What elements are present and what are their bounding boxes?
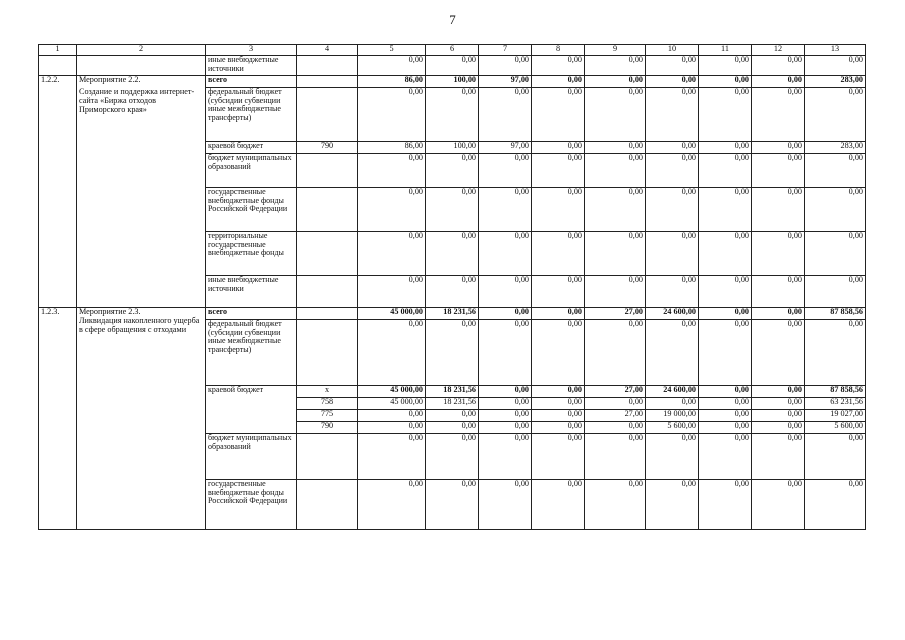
value-cell: 45 000,00 <box>358 398 426 410</box>
value-cell: 0,00 <box>805 88 866 142</box>
value-cell: 0,00 <box>699 154 752 188</box>
value-cell: 0,00 <box>532 410 585 422</box>
source-cell: всего <box>206 308 297 320</box>
value-cell: 0,00 <box>358 154 426 188</box>
value-cell: 0,00 <box>585 320 646 386</box>
page-number: 7 <box>449 12 456 27</box>
value-cell: 0,00 <box>805 56 866 76</box>
value-cell: 0,00 <box>805 232 866 276</box>
value-cell: 0,00 <box>646 232 699 276</box>
value-cell: 0,00 <box>426 232 479 276</box>
value-cell: 0,00 <box>646 76 699 88</box>
value-cell: 0,00 <box>479 308 532 320</box>
event-cell <box>77 308 206 530</box>
col-header: 9 <box>585 45 646 56</box>
value-cell: 0,00 <box>358 276 426 308</box>
value-cell: 27,00 <box>585 308 646 320</box>
value-cell: 0,00 <box>699 188 752 232</box>
value-cell: 0,00 <box>699 434 752 480</box>
value-cell: 0,00 <box>532 154 585 188</box>
value-cell: 0,00 <box>646 320 699 386</box>
value-cell: 0,00 <box>479 386 532 398</box>
value-cell: 0,00 <box>532 308 585 320</box>
value-cell: 0,00 <box>646 188 699 232</box>
value-cell: 0,00 <box>358 434 426 480</box>
value-cell: 0,00 <box>646 88 699 142</box>
source-cell: федеральный бюджет (субсидии субвенции иные межбюджетные трансферты) <box>206 320 297 386</box>
value-cell: 0,00 <box>699 276 752 308</box>
value-cell: 24 600,00 <box>646 386 699 398</box>
value-cell: 0,00 <box>805 434 866 480</box>
col-header: 3 <box>206 45 297 56</box>
table-row <box>39 308 866 320</box>
col-header: 1 <box>39 45 77 56</box>
value-cell: 0,00 <box>532 276 585 308</box>
value-cell: 45 000,00 <box>358 386 426 398</box>
value-cell: 86,00 <box>358 76 426 88</box>
event-title: Мероприятие 2.2. <box>79 75 141 84</box>
value-cell: 0,00 <box>805 480 866 530</box>
value-cell: 0,00 <box>585 56 646 76</box>
code-cell: 790 <box>297 422 358 434</box>
value-cell: 0,00 <box>752 276 805 308</box>
value-cell: 0,00 <box>752 398 805 410</box>
source-cell: иные внебюджетные источники <box>206 276 297 308</box>
value-cell: 87 858,56 <box>805 386 866 398</box>
event-index: 1.2.2. <box>39 76 77 308</box>
value-cell: 0,00 <box>358 56 426 76</box>
value-cell: 0,00 <box>426 154 479 188</box>
value-cell: 0,00 <box>479 398 532 410</box>
source-cell: краевой бюджет <box>206 142 297 154</box>
source-cell: государственные внебюджетные фонды Российской Федерации <box>206 188 297 232</box>
value-cell: 0,00 <box>426 276 479 308</box>
value-cell: 0,00 <box>752 76 805 88</box>
value-cell: 0,00 <box>752 308 805 320</box>
value-cell: 0,00 <box>752 480 805 530</box>
col-header: 5 <box>358 45 426 56</box>
value-cell: 0,00 <box>532 434 585 480</box>
value-cell: 283,00 <box>805 142 866 154</box>
value-cell: 0,00 <box>479 88 532 142</box>
value-cell: 0,00 <box>479 480 532 530</box>
value-cell: 0,00 <box>585 154 646 188</box>
value-cell: 0,00 <box>532 88 585 142</box>
value-cell: 97,00 <box>479 76 532 88</box>
value-cell: 18 231,56 <box>426 386 479 398</box>
value-cell: 0,00 <box>699 56 752 76</box>
value-cell: 0,00 <box>532 480 585 530</box>
value-cell: 0,00 <box>479 410 532 422</box>
value-cell: 0,00 <box>585 142 646 154</box>
value-cell: 0,00 <box>585 276 646 308</box>
header-row <box>39 45 866 56</box>
value-cell: 0,00 <box>532 398 585 410</box>
value-cell: 0,00 <box>479 276 532 308</box>
value-cell: 0,00 <box>646 56 699 76</box>
col-header: 2 <box>77 45 206 56</box>
value-cell: 0,00 <box>585 434 646 480</box>
value-cell: 45 000,00 <box>358 308 426 320</box>
value-cell: 0,00 <box>426 480 479 530</box>
value-cell: 0,00 <box>805 320 866 386</box>
value-cell: 0,00 <box>699 410 752 422</box>
value-cell: 0,00 <box>752 320 805 386</box>
source-cell: иные внебюджетные источники <box>206 56 297 76</box>
code-cell: 775 <box>297 410 358 422</box>
value-cell: 97,00 <box>479 142 532 154</box>
value-cell: 0,00 <box>752 386 805 398</box>
value-cell: 0,00 <box>699 232 752 276</box>
col-header: 4 <box>297 45 358 56</box>
value-cell: 0,00 <box>426 320 479 386</box>
value-cell: 19 000,00 <box>646 410 699 422</box>
col-header: 12 <box>752 45 805 56</box>
value-cell: 0,00 <box>426 56 479 76</box>
event-title: Мероприятие 2.3. <box>79 307 141 316</box>
value-cell: 0,00 <box>646 142 699 154</box>
value-cell: 0,00 <box>646 154 699 188</box>
value-cell: 0,00 <box>752 434 805 480</box>
value-cell: 0,00 <box>532 188 585 232</box>
value-cell: 0,00 <box>358 232 426 276</box>
budget-table <box>38 44 866 530</box>
event-description: Ликвидация накопленного ущерба в сфере обращения с отходами <box>79 315 200 334</box>
value-cell: 0,00 <box>585 232 646 276</box>
value-cell: 0,00 <box>805 276 866 308</box>
value-cell: 0,00 <box>358 188 426 232</box>
value-cell: 0,00 <box>646 480 699 530</box>
source-cell: федеральный бюджет (субсидии субвенции иные межбюджетные трансферты) <box>206 88 297 142</box>
value-cell: 100,00 <box>426 76 479 88</box>
value-cell: 0,00 <box>752 142 805 154</box>
value-cell: 0,00 <box>532 422 585 434</box>
value-cell: 19 027,00 <box>805 410 866 422</box>
value-cell: 0,00 <box>585 480 646 530</box>
value-cell: 5 600,00 <box>646 422 699 434</box>
event-description: Создание и поддержка интернет-сайта «Биржа отходов Приморского края» <box>79 86 195 114</box>
table-row <box>39 56 866 76</box>
value-cell: 283,00 <box>805 76 866 88</box>
value-cell: 27,00 <box>585 386 646 398</box>
value-cell: 0,00 <box>479 154 532 188</box>
value-cell: 0,00 <box>532 232 585 276</box>
source-cell: государственные внебюджетные фонды Российской Федерации <box>206 480 297 530</box>
value-cell: 0,00 <box>646 434 699 480</box>
value-cell: 0,00 <box>699 88 752 142</box>
value-cell: 0,00 <box>426 88 479 142</box>
value-cell: 0,00 <box>585 76 646 88</box>
value-cell: 0,00 <box>532 76 585 88</box>
source-cell: краевой бюджет <box>206 386 297 434</box>
value-cell: 0,00 <box>752 232 805 276</box>
value-cell: 0,00 <box>358 320 426 386</box>
value-cell: 0,00 <box>699 142 752 154</box>
value-cell: 24 600,00 <box>646 308 699 320</box>
value-cell: 0,00 <box>426 188 479 232</box>
value-cell: 0,00 <box>358 422 426 434</box>
table-row <box>39 76 866 88</box>
value-cell: 0,00 <box>532 142 585 154</box>
value-cell: 87 858,56 <box>805 308 866 320</box>
value-cell: 0,00 <box>752 56 805 76</box>
code-cell: 758 <box>297 398 358 410</box>
event-index: 1.2.3. <box>39 308 77 530</box>
value-cell: 0,00 <box>805 154 866 188</box>
source-cell: всего <box>206 76 297 88</box>
col-header: 13 <box>805 45 866 56</box>
value-cell: 0,00 <box>532 320 585 386</box>
source-cell: бюджет муниципальных образований <box>206 434 297 480</box>
value-cell: 0,00 <box>532 56 585 76</box>
value-cell: 0,00 <box>585 398 646 410</box>
value-cell: 0,00 <box>479 56 532 76</box>
value-cell: 0,00 <box>585 88 646 142</box>
value-cell: 0,00 <box>752 410 805 422</box>
value-cell: 0,00 <box>585 188 646 232</box>
value-cell: 0,00 <box>699 480 752 530</box>
value-cell: 0,00 <box>752 88 805 142</box>
value-cell: 18 231,56 <box>426 308 479 320</box>
value-cell: 0,00 <box>699 398 752 410</box>
value-cell: 0,00 <box>699 386 752 398</box>
event-cell <box>77 76 206 308</box>
value-cell: 0,00 <box>752 188 805 232</box>
value-cell: 0,00 <box>426 422 479 434</box>
col-header: 10 <box>646 45 699 56</box>
value-cell: 0,00 <box>699 76 752 88</box>
value-cell: 0,00 <box>358 88 426 142</box>
value-cell: 0,00 <box>646 276 699 308</box>
value-cell: 0,00 <box>358 480 426 530</box>
value-cell: 0,00 <box>479 320 532 386</box>
value-cell: 0,00 <box>426 434 479 480</box>
col-header: 11 <box>699 45 752 56</box>
value-cell: 0,00 <box>752 422 805 434</box>
value-cell: 27,00 <box>585 410 646 422</box>
col-header: 8 <box>532 45 585 56</box>
value-cell: 0,00 <box>646 398 699 410</box>
value-cell: 0,00 <box>479 422 532 434</box>
value-cell: 63 231,56 <box>805 398 866 410</box>
value-cell: 86,00 <box>358 142 426 154</box>
value-cell: 0,00 <box>479 232 532 276</box>
value-cell: 0,00 <box>426 410 479 422</box>
value-cell: 0,00 <box>479 434 532 480</box>
source-cell: бюджет муниципальных образований <box>206 154 297 188</box>
col-header: 7 <box>479 45 532 56</box>
value-cell: 0,00 <box>699 320 752 386</box>
value-cell: 0,00 <box>532 386 585 398</box>
value-cell: 0,00 <box>358 410 426 422</box>
value-cell: 0,00 <box>752 154 805 188</box>
source-cell: территориальные государственные внебюджетные фонды <box>206 232 297 276</box>
value-cell: 0,00 <box>699 422 752 434</box>
value-cell: 0,00 <box>699 308 752 320</box>
code-cell: x <box>297 386 358 398</box>
value-cell: 5 600,00 <box>805 422 866 434</box>
col-header: 6 <box>426 45 479 56</box>
code-cell: 790 <box>297 142 358 154</box>
value-cell: 18 231,56 <box>426 398 479 410</box>
value-cell: 0,00 <box>479 188 532 232</box>
value-cell: 100,00 <box>426 142 479 154</box>
value-cell: 0,00 <box>585 422 646 434</box>
value-cell: 0,00 <box>805 188 866 232</box>
